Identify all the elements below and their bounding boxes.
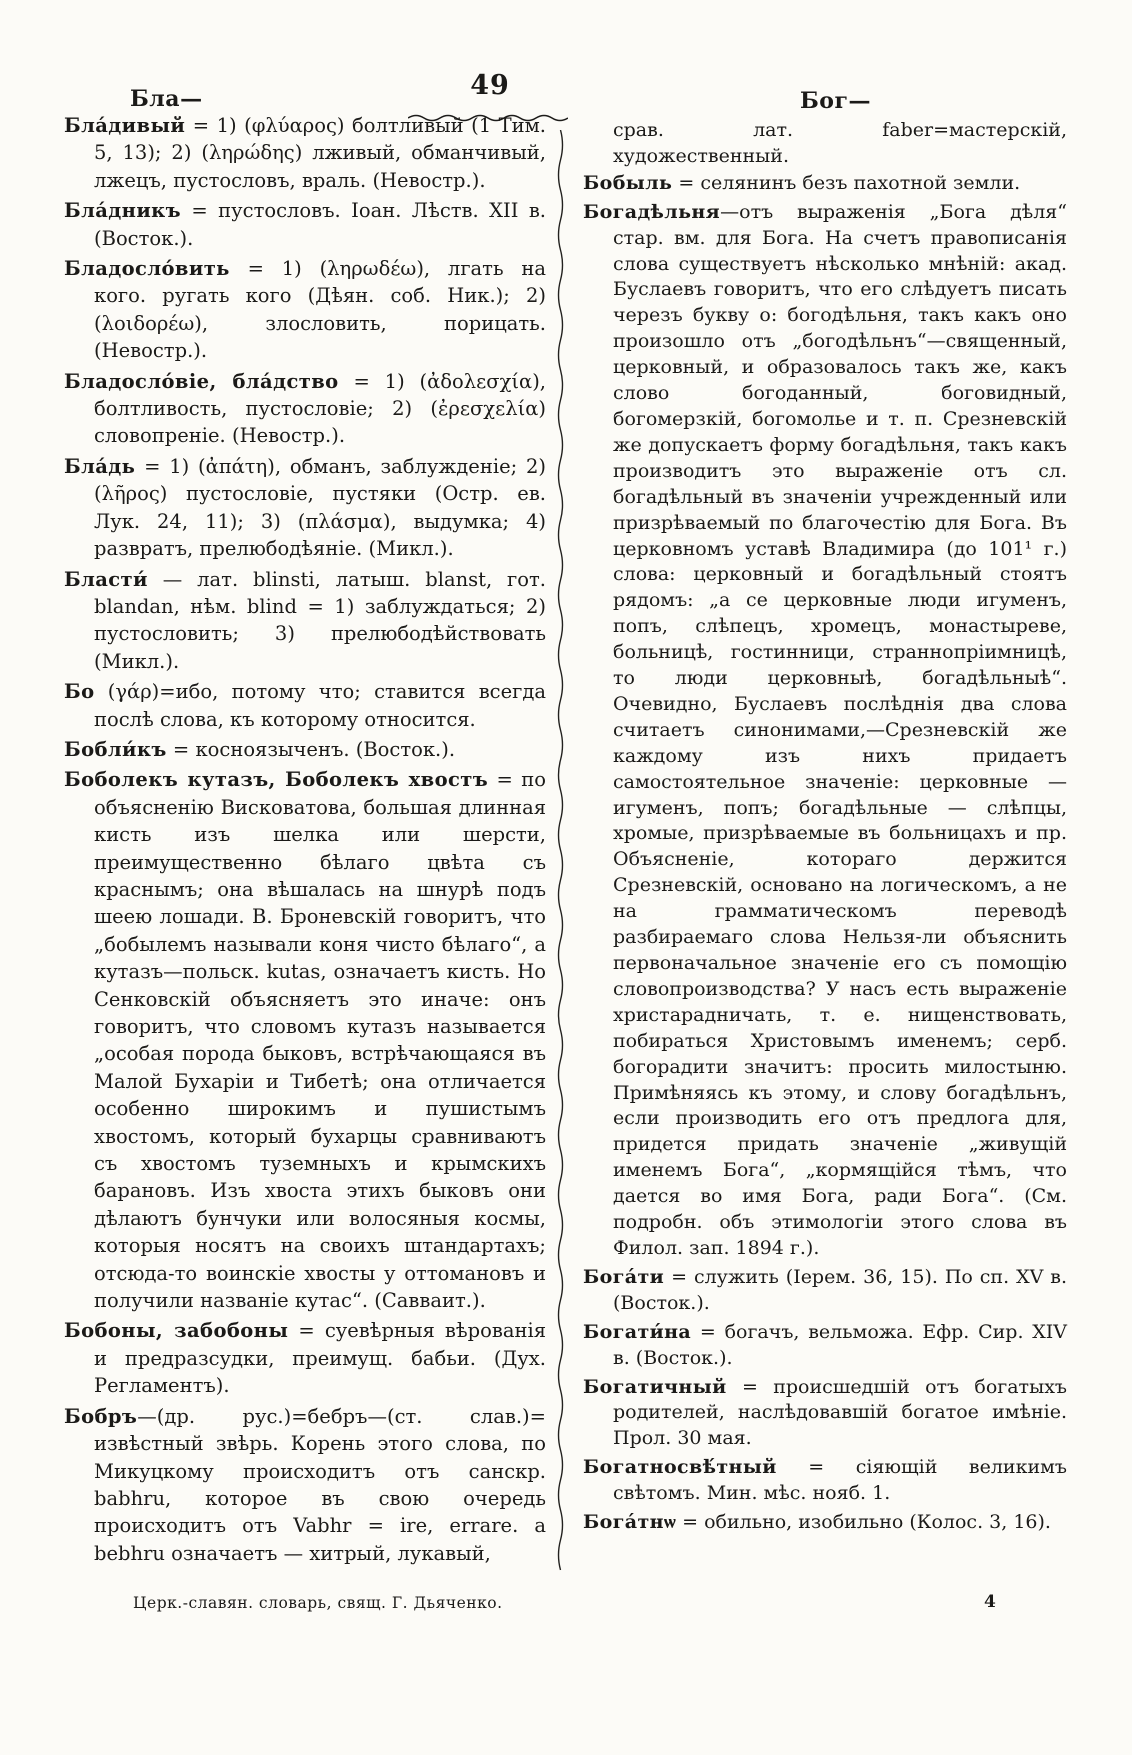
- entry-body: = служить (Іерем. 36, 15). По сп. XV в. (Восток.).: [613, 1265, 1067, 1314]
- entry-body: = суевѣрныя вѣрованія и предразсудки, преимущ. бабьи. (Дух. Регламентъ).: [94, 1319, 547, 1398]
- entry-body: = происшедшій отъ богатыхъ родителей, наслѣдовавшій богатое имѣніе. Прол. 30 мая.: [613, 1375, 1067, 1450]
- entry-headword: Бладосло́вить: [64, 257, 230, 281]
- entry-body: = по объясненію Висковатова, большая длинная кисть изъ шелка или шерсти, преимущественно бѣлаго цвѣта съ краснымъ; она вѣшалась на шнурѣ подъ шеею лошади. В. Броневскій говоритъ, что „бобылемъ называли коня чисто бѣлаго“, а кутазъ—польск. kutas, означаетъ кисть. Но Сенковскій объясняетъ это иначе: онъ говоритъ, что словомъ кутазъ называется „особая порода быковъ, встрѣчающаяся въ Малой Бухаріи и Тибетѣ; она отличается особенно широкимъ и пушистымъ хвостомъ, который бухарцы сравниваютъ съ хвостомъ туземныхъ и крымскихъ барановъ. Изъ хвоста этихъ быковъ они дѣлаютъ бунчуки или волосяныя космы, которыя носятъ на своихъ штандартахъ; отсюда-то воинскіе хвосты у оттомановъ и получили названіе кутас“. (Савваит.).: [94, 768, 546, 1313]
- entry-headword: Бобръ: [64, 1404, 138, 1428]
- entry-headword: Бла́дь: [64, 454, 136, 478]
- dictionary-entry: [64, 566, 546, 676]
- left-column-header: Бла—: [130, 86, 203, 112]
- entry-body: = косноязыченъ. (Восток.).: [166, 737, 456, 761]
- entry-headword: Бобыль: [583, 171, 673, 194]
- footer-imprint: Церк.-славян. словарь, свящ. Г. Дьяченко.: [133, 1594, 503, 1612]
- entry-body: = 1) (ληρωδέω), лгать на кого. ругать кого (Дѣян. соб. Ник.); 2) (λοιδορέω), злословить, порицать. (Невостр.).: [94, 257, 546, 363]
- dictionary-entry: [64, 1317, 546, 1399]
- dictionary-entry: [64, 112, 546, 194]
- dictionary-entry: [64, 368, 546, 450]
- entry-body: = 1) (φλύαρος) болтливый (1 Тим. 5, 13); 2) (ληρώδης) лживый, обманчивый, лжецъ, пустословъ, враль. (Невостр.).: [94, 114, 546, 192]
- dictionary-entry: [64, 453, 546, 563]
- dictionary-entry: [583, 1320, 1067, 1372]
- entry-headword: Боболекъ кутазъ, Боболекъ хвостъ: [64, 768, 489, 792]
- entry-body: = пустословъ. Іоан. Лѣств. XII в. (Восток.).: [94, 199, 546, 250]
- column-separator-line: [556, 130, 566, 1600]
- entry-body: = богачъ, вельможа. Ефр. Сир. XIV в. (Восток.).: [613, 1320, 1067, 1369]
- entry-body: — лат. blinsti, латыш. blanst, гот. blandan, нѣм. blind = 1) заблуждаться; 2) пустословить; 3) прелюбодѣйствовать (Микл.).: [94, 567, 546, 673]
- dictionary-entry: [64, 766, 546, 1314]
- entry-headword: Бобоны, забобоны: [64, 1319, 289, 1343]
- entry-body: = селянинъ безъ пахотной земли.: [672, 171, 1021, 194]
- entry-headword: Богати́на: [583, 1320, 692, 1343]
- entry-body: —отъ выраженія „Бога дѣля“ стар. вм. для Бога. На счетъ правописанія слова существуетъ нѣсколько мнѣній: акад. Буслаевъ говоритъ, что его слѣдуетъ писать черезъ букву о: богодѣльня, такъ какъ оно произошло отъ „богодѣльнъ“—священный, церковный, и образовалось такъ же, какъ слово богоданный, боговидный, богомерзкій, богомолье и т. п. Срезневскій же допускаетъ форму богадѣльня, такъ какъ производитъ это выраженіе отъ сл. богадѣльный въ значеніи учрежденный или призрѣваемый по благочестію для Бога. Въ церковномъ уставѣ Владимира (до 101¹ г.) слова: церковный и богадѣльный стоятъ рядомъ: „а се церковные люди игуменъ, попъ, слѣпецъ, хромецъ, монастыреве, больницѣ, гостинници, страннопріимницѣ, то люди церковныѣ, богадѣльныѣ“. Очевидно, Буслаевъ послѣднія два слова считаетъ синонимами,—Срезневскій же каждому изъ нихъ придаетъ самостоятельное значеніе: церковные — игуменъ, попъ; богадѣльные — слѣпцы, хромые, призрѣваемые въ больницахъ и пр. Объясненіе, котораго держится Срезневскій, основано на логическомъ, а не на грамматическомъ переводѣ разбираемаго слова Нельзя-ли объяснить первоначальное значеніе его съ помощію словопроизводства? У насъ есть выраженіе христарадничать, т. е. нищенствовать, побираться Христовымъ именемъ; серб. богорадити значитъ: просить милостыню. Примѣняясь къ этому, и слову богадѣльнъ, если производить его отъ предлога для, придется придать значеніе „живущій именемъ Бога“, „кормящійся тѣмъ, что дается во имя Бога, ради Бога“. (См. подробн. объ этимологіи этого слова въ Филол. зап. 1894 г.).: [613, 200, 1067, 1259]
- left-column: [64, 112, 546, 1570]
- entry-headword: Бладосло́віе, бла́дство: [64, 369, 339, 393]
- entry-headword: Бласти́: [64, 567, 148, 591]
- entry-body: = 1) (ἀπάτη), обманъ, заблужденіе; 2) (λῆρος) пустословіе, пустяки (Остр. ев. Лук. 24, 11); 3) (πλάσμα), выдумка; 4) развратъ, прелюбодѣяніе. (Микл.).: [94, 454, 546, 561]
- entry-headword: Бла́дникъ: [64, 199, 182, 223]
- entry-body: (γάρ)=ибо, потому что; ставится всегда послѣ слова, къ которому относится.: [94, 680, 546, 731]
- dictionary-entry: [64, 736, 546, 763]
- footer-signature: 4: [984, 1592, 996, 1612]
- entry-headword: Богадѣльня: [583, 200, 721, 223]
- dictionary-entry: [583, 171, 1067, 197]
- dictionary-entry: [583, 1455, 1067, 1507]
- entry-headword: Богатичный: [583, 1375, 727, 1398]
- entry-body: —(др. рус.)=бебръ—(ст. слав.)= извѣстный звѣрь. Корень этого слова, по Микуцкому происходитъ отъ санскр. babhru, которое въ свою очередь происходитъ отъ Vabhr = ire, errare. а bebhru означаетъ — хитрый, лукавый,: [94, 1404, 546, 1565]
- entry-body: срав. лат. faber=мастерскій, художественный.: [613, 119, 1067, 167]
- entry-headword: Бо: [64, 680, 95, 704]
- entry-continuation: [583, 118, 1067, 170]
- entry-body: = обильно, изобильно (Колос. 3, 16).: [676, 1511, 1051, 1534]
- entry-body: = 1) (ἀδολεσχία), болтливость, пустословіе; 2) (ἐρεσχελία) словопреніе. (Невостр.).: [94, 369, 546, 448]
- entry-headword: Бога́тнѡ: [583, 1511, 677, 1534]
- entry-headword: Богатносвѣ́тный: [583, 1456, 777, 1479]
- page-number: 49: [470, 70, 510, 101]
- entry-headword: Бла́дивый: [64, 114, 186, 137]
- dictionary-entry: [64, 255, 546, 365]
- dictionary-entry: [583, 1510, 1067, 1536]
- dictionary-entry: [64, 678, 546, 733]
- entry-body: = сіяющій великимъ свѣтомъ. Мин. мѣс. нояб. 1.: [613, 1456, 1067, 1505]
- dictionary-entry: [64, 197, 546, 252]
- right-column: [583, 118, 1067, 1539]
- dictionary-entry: [64, 1403, 546, 1567]
- entry-headword: Бога́ти: [583, 1265, 665, 1288]
- dictionary-entry: [583, 1265, 1067, 1317]
- entry-headword: Бобли́къ: [64, 737, 167, 761]
- right-column-header: Бог—: [800, 88, 871, 114]
- dictionary-entry: [583, 200, 1067, 1262]
- dictionary-entry: [583, 1375, 1067, 1453]
